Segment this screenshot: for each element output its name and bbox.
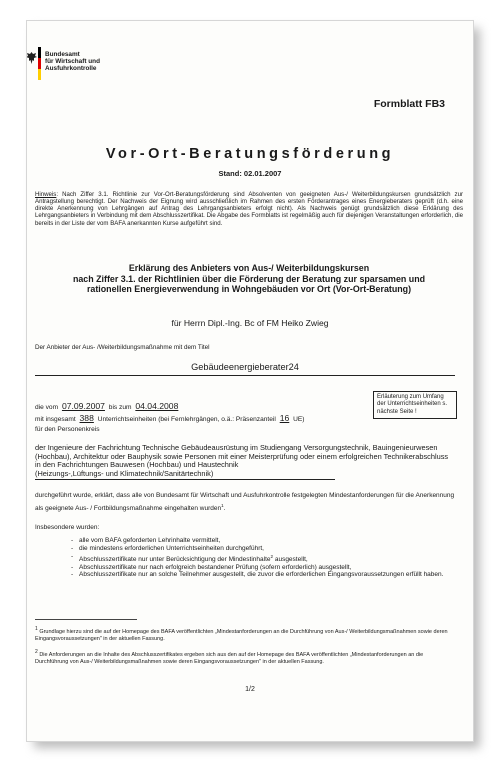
list-item: - die mindestens erforderlichen Unterrichtseinheiten durchgeführt,: [79, 545, 449, 553]
agency-logo-text: Bundesamt für Wirtschaft und Ausfuhrkontrolle: [45, 51, 100, 73]
notice-text: : Nach Ziffer 3.1. Richtlinie zur Vor-Ort-Beratungsförderung sind Absolventen von geeigneten Aus-/ Weiterbildungskursen grundsätzlich zur Antragstellung berechtigt. Der Nachweis der Eignung wird ausschließlich im Rahmen des ersten Förderantrages eines Energieberaters geprüft (d.h. eine direkte Anerkennung von Lehrgängen auf Antrag des Lehrgangsanbieters erfolgt nicht). Als Nachweis genügt grundsätzlich diese Erklärung des Lehrgangsanbieters in Verbindung mit dem Abschlusszertifikat. Die Abgabe des Formblatts ist regelmäßig auch für diejenigen Veranstaltungen erforderlich, die bereits in der Liste der vom BAFA anerkannten Kurse aufgeführt sind.: [35, 191, 463, 227]
ue-label: UE): [293, 416, 305, 424]
document-title: Vor-Ort-Beratungsförderung: [105, 146, 395, 162]
footnote-number: 1: [35, 626, 38, 632]
document-page: [26, 20, 474, 742]
footnote-number: 2: [35, 649, 38, 655]
audience-label: für den Personenkreis: [35, 426, 100, 434]
list-item: - Abschlusszertifikate nur unter Berücksichtigung der Mindestinhalte$^2$ ausgestellt,: [79, 553, 449, 564]
presence-units: 16: [279, 413, 290, 424]
teaching-units-text: Unterrichtseinheiten (bei Fernlehrgängen, o.ä.: Präsenzanteil: [97, 416, 276, 424]
declaration-heading-line: Erklärung des Anbieters von Aus-/ Weiterbildungskursen: [128, 263, 370, 273]
notice-label: Hinweis: [35, 191, 57, 198]
page-number: 1/2: [245, 686, 255, 693]
footnote-text: Die Anforderungen an die Inhalte des Abschlusszertifikates ergeben sich aus den auf der Homepage des BAFA veröffentlichten „Mindestanforderungen an die Durchführung von Aus-/ Weiterbildungsmaßnahmen sowie deren Eingangsvoraussetzungen" in der aktuellen Fassung.: [35, 651, 424, 665]
footnote-text: Grundlage hierzu sind die auf der Homepage des BAFA veröffentlichten „Mindestanforderungen an die Durchführung von Aus-/ Weiterbildungsmaßnahmen sowie deren Eingangsvoraussetzungen" in der aktuellen Fassung.: [35, 628, 448, 642]
footnote-1: [35, 626, 455, 643]
federal-eagle-icon: [26, 51, 38, 65]
units-explanation-box: Erläuterung zum Umfang der Unterrichtseinheiten s. nächste Seite !: [373, 391, 457, 419]
teaching-units: 388: [79, 413, 94, 424]
flag-bar: [38, 47, 41, 80]
declaration-heading: [47, 263, 451, 295]
recipient-line: für Herrn Dipl.-Ing. Bc of FM Heiko Zwieg: [171, 318, 329, 328]
list-item: - alle vom BAFA geforderten Lehrinhalte vermittelt,: [79, 537, 449, 545]
course-period: [35, 401, 304, 436]
from-date: 07.09.2007: [61, 401, 105, 411]
target-group: [35, 444, 455, 480]
declaration-heading-line: nach Ziffer 3.1. der Richtlinien über die Förderung der Beratung zur sparsamen und: [72, 273, 426, 284]
compliance-text: durchgeführt wurde, erklärt, dass alle von Bundesamt für Wirtschaft und Ausfuhrkontrolle festgelegten Mindestanforderungen für die Anerkennung als geeignete Aus- / Fortbildungsmaßnahme eingehalten wurden: [35, 492, 455, 513]
to-date: 04.04.2008: [135, 401, 179, 411]
notice-paragraph: [35, 191, 463, 227]
requirements-label: Insbesondere wurden:: [35, 524, 100, 531]
course-title: Gebäudeenergieberater24: [35, 362, 455, 376]
document-date: Stand: 02.01.2007: [218, 169, 282, 178]
list-item: - Abschlusszertifikate nur an solche Teilnehmer ausgestellt, die zuvor die erforderlichen Eingangsvoraussetzungen erfüllt haben.: [79, 571, 449, 579]
footnote-ref: 1: [221, 503, 224, 508]
from-label: die vom: [35, 404, 59, 411]
list-item: - Abschlusszertifikate nur nach erfolgreich bestandener Prüfung (sofern erforderlich) ausgestellt,: [79, 564, 449, 572]
to-label: bis zum: [108, 404, 132, 411]
provider-label: Der Anbieter der Aus- /Weiterbildungsmaßnahme mit dem Titel: [35, 344, 210, 351]
declaration-heading-line: rationellen Energieverwendung in Wohngebäuden vor Ort (Vor-Ort-Beratung): [86, 284, 412, 295]
compliance-statement: durchgeführt wurde, erklärt, dass alle von Bundesamt für Wirtschaft und Ausfuhrkontrolle festgelegten Mindestanforderungen für die Anerkennung als geeignete Aus- / Fortbildungsmaßnahme eingehalten wurden$^1$.: [35, 492, 455, 513]
requirements-list: [79, 537, 449, 579]
footnote-2: [35, 649, 455, 666]
target-group-text: der Ingenieure der Fachrichtung Technische Gebäudeausrüstung im Studiengang Versorgungstechnik, Bauingenieurwesen (Hochbau), Architektur oder Bauphysik sowie Personen mit einer Meisterprüfung oder einem erfolgreichen Technikerabschluss in den Fachrichtungen Bauwesen (Hochbau) und Haustechnik: [35, 443, 449, 470]
target-group-last-line: (Heizungs-,Lüftungs- und Klimatechnik/Sanitärtechnik): [35, 470, 335, 480]
total-label: mit insgesamt: [35, 416, 76, 424]
footnote-separator: [35, 619, 137, 620]
form-id: Formblatt FB3: [373, 98, 445, 110]
